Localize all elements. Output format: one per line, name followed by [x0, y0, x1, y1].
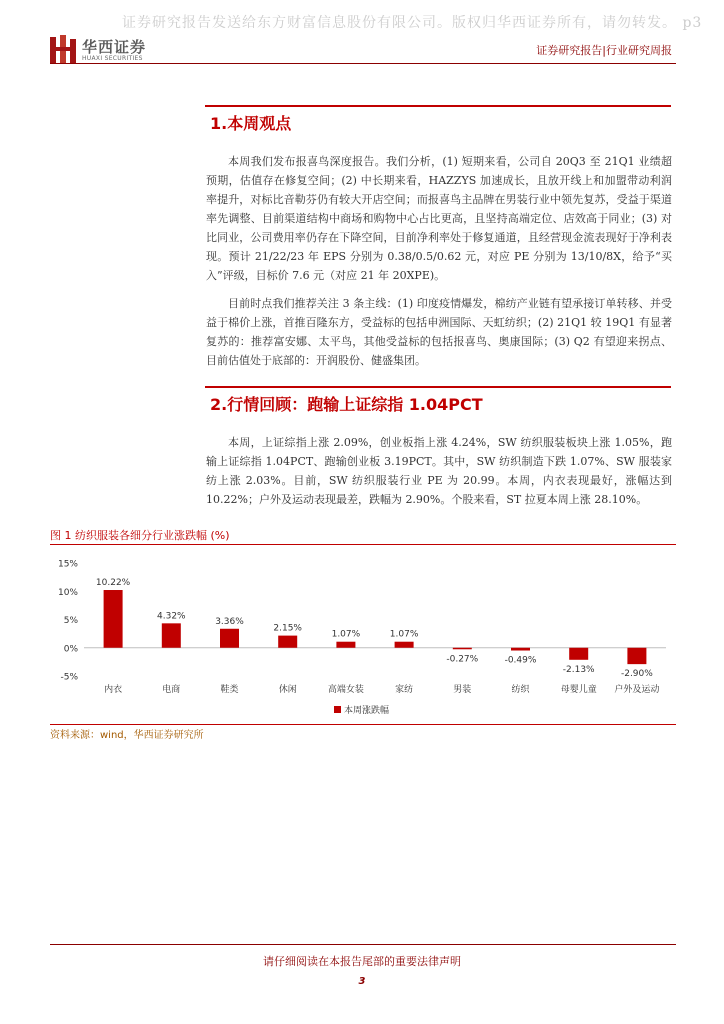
watermark: 证券研究报告发送给东方财富信息股份有限公司。版权归华西证券所有，请勿转发。 p3	[122, 15, 703, 31]
x-tick-label: 高端女装	[327, 685, 364, 695]
bar	[220, 629, 239, 648]
x-tick-label: 母婴儿童	[560, 685, 597, 695]
huaxi-logo-icon	[50, 35, 76, 63]
bar	[511, 648, 530, 651]
figure-source: 资料来源：wind，华西证券研究所	[50, 730, 204, 741]
bar	[162, 623, 181, 647]
x-tick-label: 纺织	[511, 685, 530, 695]
x-tick-label: 户外及运动	[614, 685, 660, 695]
logo-name-en: HUAXI SECURITIES	[82, 55, 143, 62]
x-tick-label: 男装	[453, 685, 472, 695]
x-tick-label: 电商	[162, 685, 181, 695]
figure-top-rule	[50, 544, 676, 545]
bar	[569, 648, 588, 660]
bar-chart-svg	[50, 550, 676, 722]
page-number: 3	[358, 976, 366, 987]
y-tick-label: 10%	[57, 587, 78, 598]
section-title-rule	[205, 105, 671, 107]
paragraph-recommendations: 目前时点我们推荐关注 3 条主线：(1) 印度疫情爆发，棉纺产业链有望承接订单转移、并受益于棉价上涨，首推百隆东方，受益标的包括申洲国际、天虹纺织；(2) 21Q1 较 19Q1 有显著复苏的：推荐富安娜、太平鸟，其他受益标的包括报喜鸟、奥康国际；(3) Q2 有望迎来拐点、目前估值处于底部的：开润股份、健盛集团。	[206, 297, 672, 367]
data-label: -0.27%	[446, 654, 479, 665]
y-tick-label: 0%	[63, 644, 78, 655]
section-title-text: 2.行情回顾：跑输上证综指 1.04PCT	[210, 395, 483, 414]
section-title-text: 1.本周观点	[210, 114, 292, 133]
legend-swatch	[334, 706, 341, 713]
paragraph-market-review: 本周，上证综指上涨 2.09%，创业板指上涨 4.24%，SW 纺织服装板块上涨 1.05%，跑输上证综指 1.04PCT、跑输创业板 3.19PCT。其中，SW 纺织制造下跌 1.07%、SW 服装家纺上涨 2.03%。目前，SW 纺织服装行业 PE 为 20.99。本周，内衣表现最好，涨幅达到 10.22%；户外及运动表现最差，跌幅为 2.90%。个股来看，ST 拉夏本周上涨 28.10%。	[206, 436, 672, 506]
bar	[453, 648, 472, 650]
bar	[336, 642, 355, 648]
legal-notice: 请仔细阅读在本报告尾部的重要法律声明	[263, 955, 461, 968]
data-label: -2.13%	[562, 664, 595, 675]
data-label: -2.90%	[620, 669, 653, 680]
paragraph-views: 本周我们发布报喜鸟深度报告。我们分析，(1) 短期来看，公司自 20Q3 至 21Q1 业绩超预期，估值存在修复空间；(2) 中长期来看，HAZZYS 加速成长，且放开线上和加盟带动利润率提升，对标比音勒芬仍有较大开店空间；而报喜鸟主品牌在男装行业中领先复苏，受益于渠道率先调整、目前渠道结构中商场和购物中心占比更高，且坚持高端定位、店效高于同业；(3) 对比同业，公司费用率仍存在下降空间，目前净利率处于修复通道，且经营现金流表现好于净利表现。预计 21/22/23 年 EPS 分别为 0.38/0.5/0.62 元，对应 PE 分别为 13/10/8X，给予“买入”评级，目标价 7.6 元（对应 21 年 20XPE)。	[206, 155, 672, 282]
report-type-label: 证券研究报告|行业研究周报	[536, 44, 672, 57]
data-label: 10.22%	[95, 578, 131, 589]
y-tick-label: -5%	[60, 672, 78, 683]
data-label: -0.49%	[504, 655, 537, 666]
source-rule	[50, 724, 676, 725]
section-title-2	[205, 386, 671, 416]
data-label: 1.07%	[331, 629, 361, 640]
bar-chart	[50, 550, 676, 722]
figure-title: 图 1 纺织服装各细分行业涨跌幅 (%)	[50, 529, 230, 542]
section-title-rule	[205, 386, 671, 388]
y-tick-label: 5%	[63, 616, 78, 626]
section-title-1	[205, 105, 671, 135]
data-label: 1.07%	[389, 629, 419, 640]
bar	[627, 648, 646, 664]
x-tick-label: 休闲	[278, 685, 297, 695]
x-tick-label: 鞋类	[220, 685, 239, 695]
data-label: 2.15%	[273, 623, 302, 634]
bar	[104, 590, 123, 648]
data-label: 4.32%	[157, 611, 186, 622]
data-label: 3.36%	[215, 616, 244, 627]
logo-name-cn: 华西证券	[82, 38, 147, 56]
x-tick-label: 内衣	[104, 685, 123, 695]
company-logo	[50, 35, 160, 65]
header-divider	[50, 63, 676, 64]
bar	[278, 636, 297, 648]
x-tick-label: 家纺	[395, 685, 414, 695]
bar	[395, 642, 414, 648]
y-tick-label: 15%	[57, 559, 78, 570]
footer-divider	[50, 944, 676, 945]
legend-label: 本周涨跌幅	[344, 706, 390, 716]
